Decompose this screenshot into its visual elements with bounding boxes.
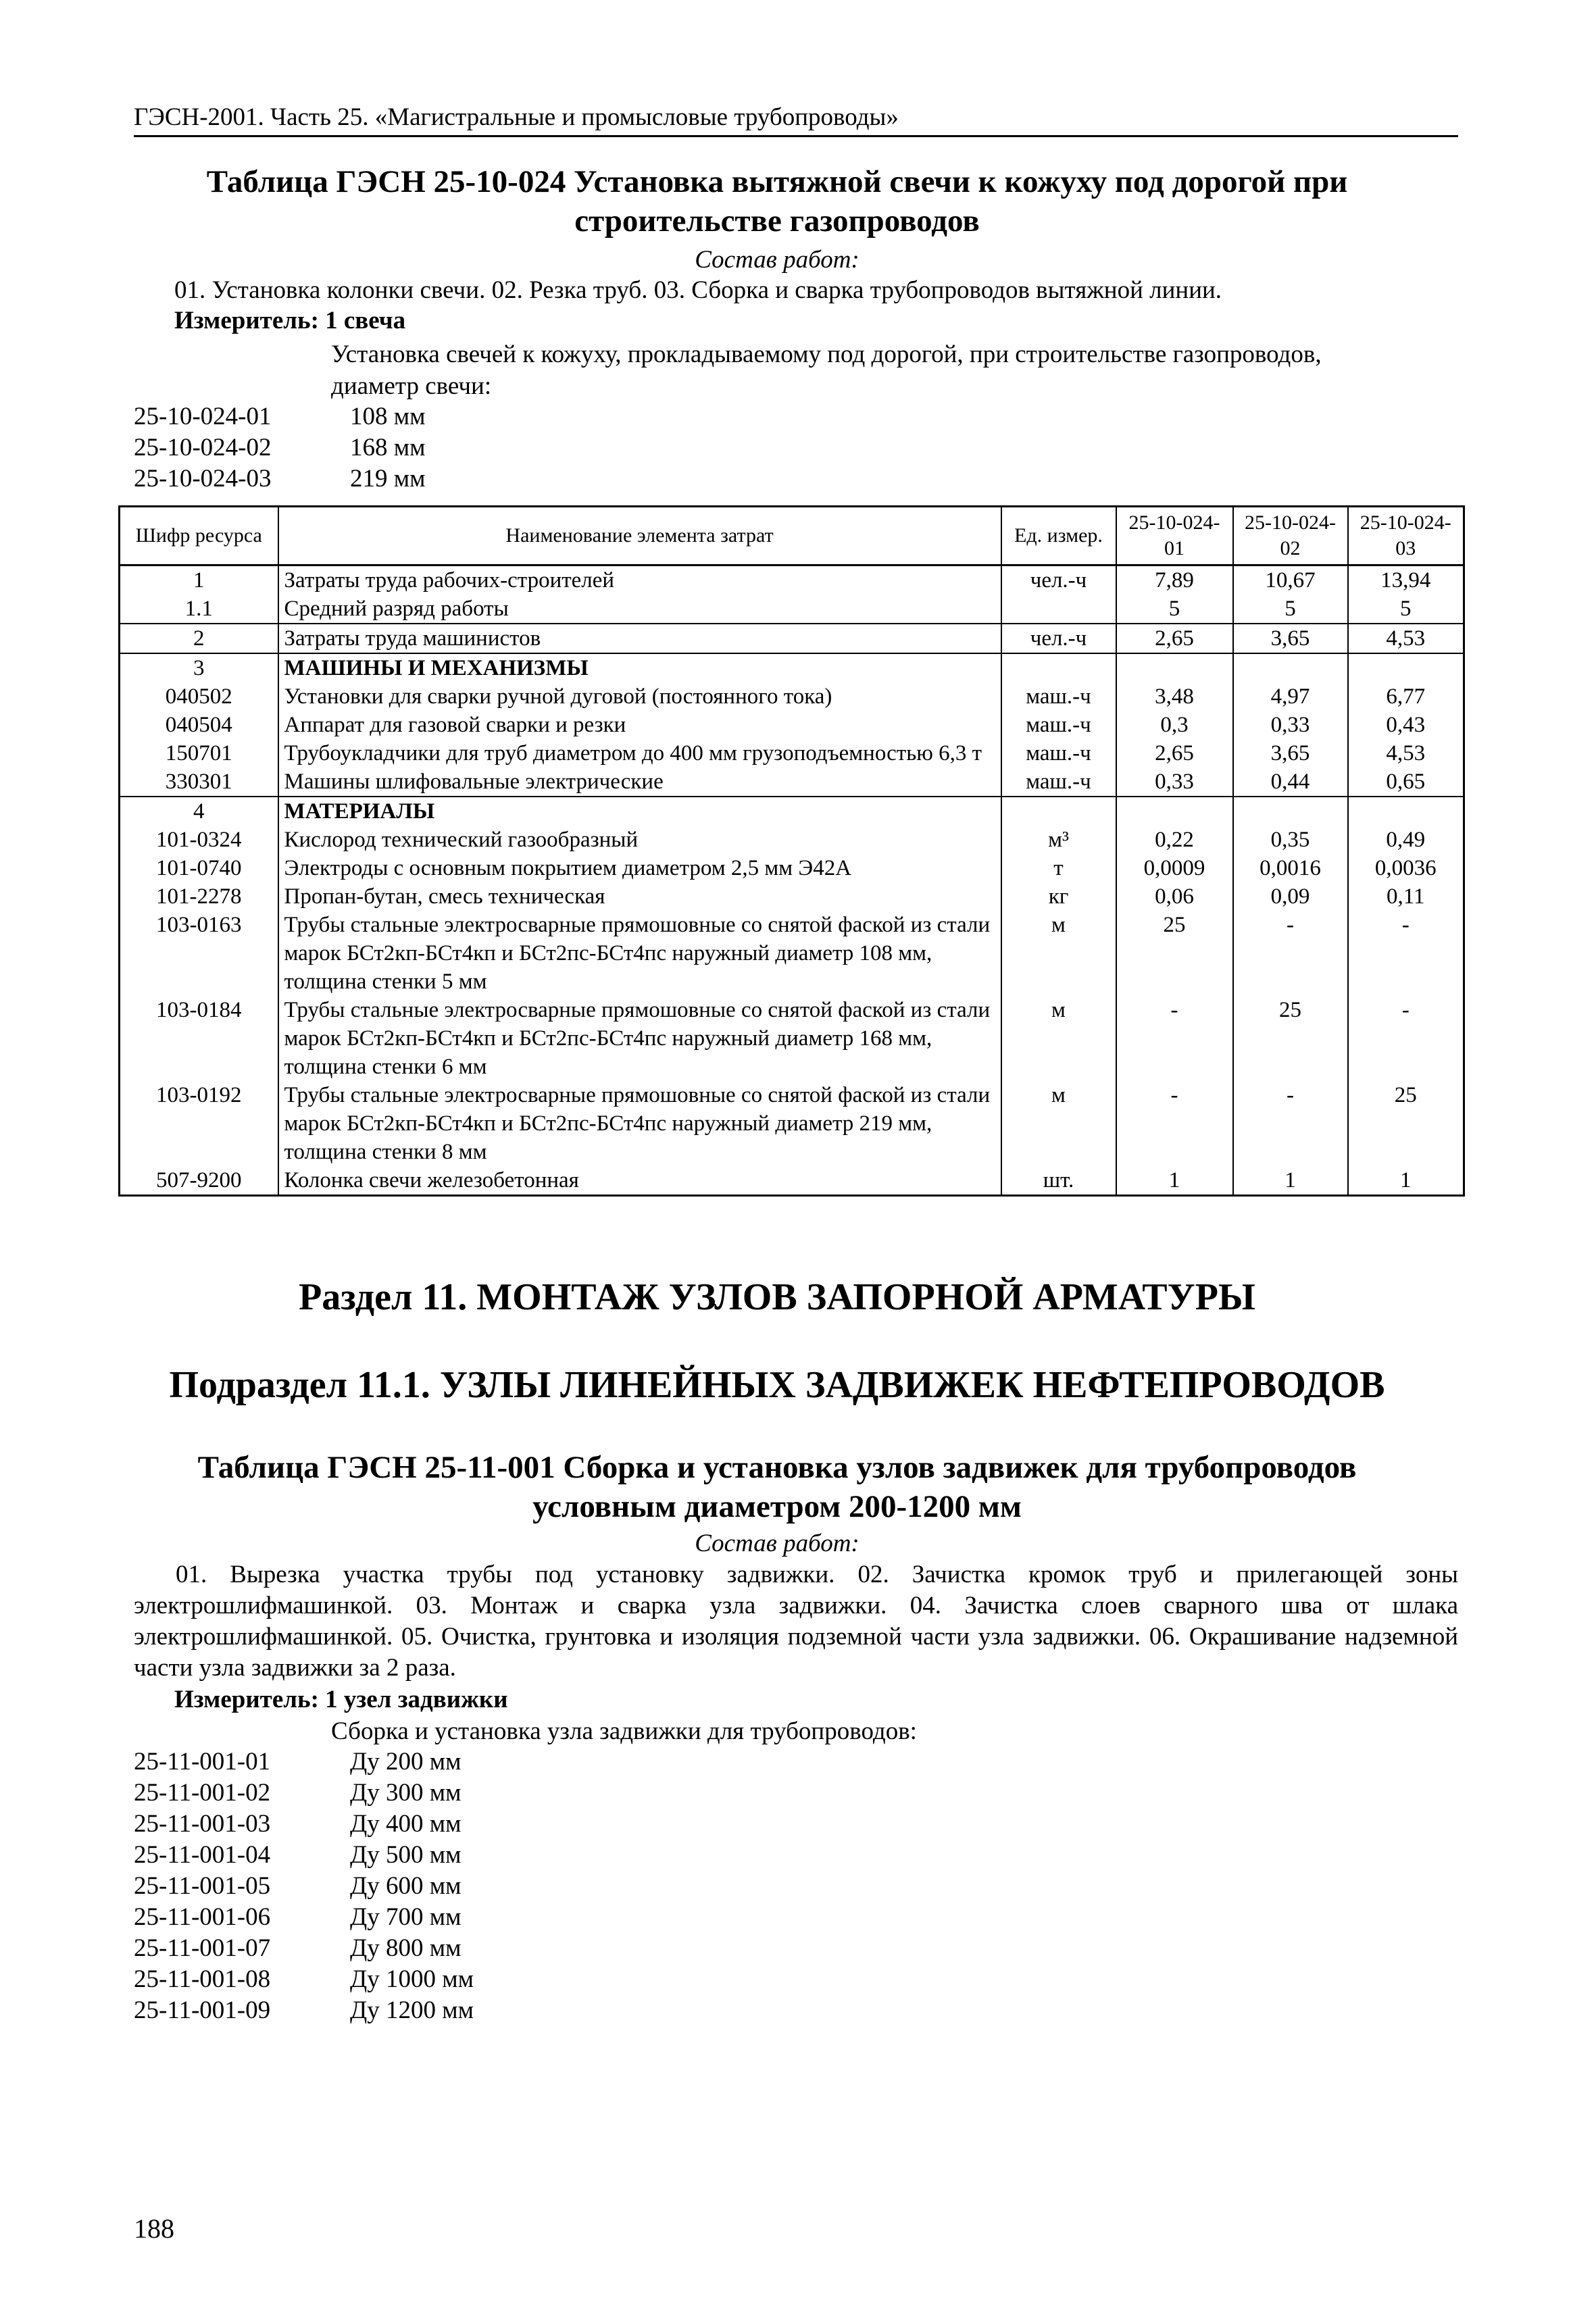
cell-name: Средний разряд работы: [278, 595, 1001, 624]
composition-label-2: Состав работ:: [695, 1530, 859, 1557]
cell-unit: маш.-ч: [1001, 711, 1116, 739]
item-name: 168 мм: [350, 434, 426, 461]
cell-024-03: 6,77: [1348, 682, 1464, 711]
running-header: ГЭСН-2001. Часть 25. «Магистральные и промысловые трубопроводы»: [134, 101, 1458, 137]
table-row: [120, 682, 1464, 711]
code-list-item: [134, 463, 426, 495]
cell-024-01: 0,06: [1116, 882, 1233, 911]
item-name: Ду 300 мм: [350, 1779, 462, 1807]
cell-024-01: [1116, 653, 1233, 682]
column-header-cipher: Шифр ресурса: [120, 507, 278, 565]
cell-unit: [1001, 595, 1116, 624]
cell-024-01: 7,89: [1116, 565, 1233, 595]
cell-name: Трубы стальные электросварные прямошовные со снятой фаской из стали марок БСт2кп-БСт4кп и БСт2пс-БСт4пс наружный диаметр 168 мм, толщина стенки 6 мм: [278, 996, 1001, 1081]
cell-024-03: 4,53: [1348, 624, 1464, 653]
cell-024-02: 0,33: [1233, 711, 1348, 739]
cell-024-02: 25: [1233, 996, 1348, 1081]
page-number: 188: [134, 2213, 174, 2244]
table-row: [120, 996, 1464, 1081]
code-list: [134, 401, 426, 495]
cell-024-02: 5: [1233, 595, 1348, 624]
code-list-item: [134, 401, 426, 432]
cell-024-03: -: [1348, 911, 1464, 996]
table-row: [120, 565, 1464, 595]
cell-unit: маш.-ч: [1001, 768, 1116, 797]
table-row: [120, 739, 1464, 768]
cell-024-03: 0,49: [1348, 826, 1464, 854]
code-list-item: [134, 1964, 474, 1995]
cell-024-02: -: [1233, 911, 1348, 996]
item-name: Ду 600 мм: [350, 1872, 462, 1900]
table-header-row: [120, 507, 1464, 565]
cell-024-02: 0,0016: [1233, 854, 1348, 882]
cell-024-03: 0,43: [1348, 711, 1464, 739]
item-code: 25-11-001-06: [134, 1903, 271, 1931]
cell-cipher: 101-2278: [120, 882, 278, 911]
cell-024-02: [1233, 797, 1348, 826]
item-code: 25-11-001-01: [134, 1748, 271, 1776]
cell-024-01: 25: [1116, 911, 1233, 996]
cell-024-01: 0,33: [1116, 768, 1233, 797]
item-code: 25-10-024-03: [134, 465, 272, 493]
cell-024-03: 0,0036: [1348, 854, 1464, 882]
item-code: 25-11-001-02: [134, 1779, 271, 1807]
cell-024-01: 1: [1116, 1166, 1233, 1196]
section-title: Раздел 11. МОНТАЖ УЗЛОВ ЗАПОРНОЙ АРМАТУРЫ: [299, 1276, 1255, 1318]
table-row: [120, 595, 1464, 624]
column-header-name: Наименование элемента затрат: [278, 507, 1001, 565]
cell-cipher: 507-9200: [120, 1166, 278, 1196]
cell-name: Затраты труда машинистов: [278, 624, 1001, 653]
cell-024-02: 3,65: [1233, 624, 1348, 653]
cell-024-01: [1116, 797, 1233, 826]
meter-label-2: Измеритель: 1 узел задвижки: [174, 1686, 508, 1713]
item-code: 25-11-001-04: [134, 1841, 271, 1869]
code-list-item: [134, 432, 426, 463]
cell-name: Трубы стальные электросварные прямошовные со снятой фаской из стали марок БСт2кп-БСт4кп и БСт2пс-БСт4пс наружный диаметр 108 мм, толщина стенки 5 мм: [278, 911, 1001, 996]
column-header-024-03: 25-10-024-03: [1348, 507, 1464, 565]
cell-024-03: [1348, 797, 1464, 826]
composition-text: 01. Установка колонки свечи. 02. Резка труб. 03. Сборка и сварка трубопроводов вытяжной линии.: [174, 276, 1222, 304]
cell-name: Пропан-бутан, смесь техническая: [278, 882, 1001, 911]
cell-unit: [1001, 653, 1116, 682]
cell-unit: маш.-ч: [1001, 682, 1116, 711]
cell-name: Электроды с основным покрытием диаметром 2,5 мм Э42А: [278, 854, 1001, 882]
cell-cipher: 150701: [120, 739, 278, 768]
table-title-line-1: Таблица ГЭСН 25-10-024 Установка вытяжной свечи к кожуху под дорогой при: [206, 164, 1348, 199]
cell-unit: [1001, 797, 1116, 826]
table-row: [120, 1081, 1464, 1166]
cell-cipher: 3: [120, 653, 278, 682]
table-row: [120, 711, 1464, 739]
table-row: [120, 624, 1464, 653]
cell-024-01: 3,48: [1116, 682, 1233, 711]
item-name: Ду 1200 мм: [350, 1996, 474, 2024]
cell-unit: м: [1001, 1081, 1116, 1166]
description-2: Сборка и установка узла задвижки для трубопроводов:: [331, 1717, 917, 1745]
item-code: 25-10-024-02: [134, 434, 272, 461]
cell-name: Трубоукладчики для труб диаметром до 400 мм грузоподъемностью 6,3 т: [278, 739, 1001, 768]
column-header-unit: Ед. измер.: [1001, 507, 1116, 565]
item-code: 25-11-001-08: [134, 1965, 271, 1993]
item-code: 25-11-001-07: [134, 1934, 271, 1962]
cell-024-03: [1348, 653, 1464, 682]
cell-024-03: 25: [1348, 1081, 1464, 1166]
cell-024-03: 0,65: [1348, 768, 1464, 797]
item-name: Ду 700 мм: [350, 1903, 462, 1931]
cell-cipher: 040504: [120, 711, 278, 739]
item-code: 25-10-024-01: [134, 403, 272, 430]
cell-name: Установки для сварки ручной дуговой (постоянного тока): [278, 682, 1001, 711]
cell-cipher: 103-0163: [120, 911, 278, 996]
code-list-item: [134, 1902, 474, 1933]
table-row: [120, 882, 1464, 911]
table-title-line-2: строительстве газопроводов: [574, 203, 980, 238]
cell-cipher: 101-0740: [120, 854, 278, 882]
cell-name: Аппарат для газовой сварки и резки: [278, 711, 1001, 739]
cell-024-02: 1: [1233, 1166, 1348, 1196]
code-list-item: [134, 1933, 474, 1964]
table-row: [120, 854, 1464, 882]
description-line-1: Установка свечей к кожуху, прокладываемому под дорогой, при строительстве газопроводов,: [331, 341, 1322, 368]
table-row: [120, 797, 1464, 826]
cell-024-01: 0,0009: [1116, 854, 1233, 882]
cell-cipher: 103-0184: [120, 996, 278, 1081]
code-list-item: [134, 1746, 474, 1778]
cell-024-02: 0,09: [1233, 882, 1348, 911]
cell-unit: м³: [1001, 826, 1116, 854]
cell-name: Колонка свечи железобетонная: [278, 1166, 1001, 1196]
cell-024-03: -: [1348, 996, 1464, 1081]
table-row: [120, 911, 1464, 996]
cell-024-02: 0,44: [1233, 768, 1348, 797]
meter-label: Измеритель: 1 свеча: [174, 307, 406, 334]
cell-024-02: 10,67: [1233, 565, 1348, 595]
cell-unit: чел.-ч: [1001, 624, 1116, 653]
code-list-item: [134, 1871, 474, 1902]
cell-cipher: 330301: [120, 768, 278, 797]
cell-024-01: 0,22: [1116, 826, 1233, 854]
cell-cipher: 4: [120, 797, 278, 826]
cell-024-02: 0,35: [1233, 826, 1348, 854]
cell-cipher: 1: [120, 565, 278, 595]
table-row: [120, 653, 1464, 682]
cell-name: МАШИНЫ И МЕХАНИЗМЫ: [278, 653, 1001, 682]
table2-title-line-2: условным диаметром 200-1200 мм: [532, 1489, 1022, 1524]
item-name: Ду 1000 мм: [350, 1965, 474, 1993]
cell-unit: чел.-ч: [1001, 565, 1116, 595]
cell-024-02: 3,65: [1233, 739, 1348, 768]
code-list-item: [134, 1809, 474, 1840]
cell-024-03: 1: [1348, 1166, 1464, 1196]
cell-unit: м: [1001, 996, 1116, 1081]
cell-024-03: 4,53: [1348, 739, 1464, 768]
item-name: 219 мм: [350, 465, 426, 493]
item-name: Ду 500 мм: [350, 1841, 462, 1869]
cell-024-02: 4,97: [1233, 682, 1348, 711]
cell-unit: м: [1001, 911, 1116, 996]
cell-cipher: 103-0192: [120, 1081, 278, 1166]
cell-name: Трубы стальные электросварные прямошовные со снятой фаской из стали марок БСт2кп-БСт4кп и БСт2пс-БСт4пс наружный диаметр 219 мм, толщина стенки 8 мм: [278, 1081, 1001, 1166]
code-list-item: [134, 1840, 474, 1871]
cell-024-03: 0,11: [1348, 882, 1464, 911]
item-name: Ду 400 мм: [350, 1810, 462, 1838]
item-name: 108 мм: [350, 403, 426, 430]
item-name: Ду 800 мм: [350, 1934, 462, 1962]
table-row: [120, 768, 1464, 797]
cell-024-01: 0,3: [1116, 711, 1233, 739]
code-list-item: [134, 1995, 474, 2026]
cell-024-01: 2,65: [1116, 739, 1233, 768]
item-code: 25-11-001-09: [134, 1996, 271, 2024]
description-line-2: диаметр свечи:: [331, 372, 492, 400]
cell-cipher: 101-0324: [120, 826, 278, 854]
cell-cipher: 040502: [120, 682, 278, 711]
cell-cipher: 2: [120, 624, 278, 653]
cell-name: МАТЕРИАЛЫ: [278, 797, 1001, 826]
cell-name: Машины шлифовальные электрические: [278, 768, 1001, 797]
table2-title-line-1: Таблица ГЭСН 25-11-001 Сборка и установка узлов задвижек для трубопроводов: [197, 1450, 1357, 1485]
composition-label: Состав работ:: [695, 246, 859, 274]
cell-unit: шт.: [1001, 1166, 1116, 1196]
column-header-024-01: 25-10-024-01: [1116, 507, 1233, 565]
item-code: 25-11-001-03: [134, 1810, 271, 1838]
item-code: 25-11-001-05: [134, 1872, 271, 1900]
cell-unit: кг: [1001, 882, 1116, 911]
cell-024-03: 13,94: [1348, 565, 1464, 595]
cell-unit: маш.-ч: [1001, 739, 1116, 768]
composition-text-2: 01. Вырезка участка трубы под установку задвижки. 02. Зачистка кромок труб и прилегающей зоны электрошлифмашинкой. 03. Монтаж и сварка узла задвижки. 04. Зачистка слоев сварного шва от шлака электрошлифмашинкой. 05. Очистка, грунтовка и изоляция подземной части узла задвижки. 06. Окрашивание надземной части узла задвижки за 2 раза.: [134, 1561, 1458, 1682]
cell-024-02: [1233, 653, 1348, 682]
code-list-item: [134, 1778, 474, 1809]
column-header-024-02: 25-10-024-02: [1233, 507, 1348, 565]
cell-024-03: 5: [1348, 595, 1464, 624]
cell-name: Затраты труда рабочих-строителей: [278, 565, 1001, 595]
cell-024-01: -: [1116, 996, 1233, 1081]
cell-024-01: 5: [1116, 595, 1233, 624]
table-row: [120, 826, 1464, 854]
subsection-title: Подраздел 11.1. УЗЛЫ ЛИНЕЙНЫХ ЗАДВИЖЕК НЕФТЕПРОВОДОВ: [169, 1364, 1385, 1406]
cell-024-01: 2,65: [1116, 624, 1233, 653]
cell-cipher: 1.1: [120, 595, 278, 624]
resource-table: [118, 505, 1465, 1197]
cell-024-01: -: [1116, 1081, 1233, 1166]
item-name: Ду 200 мм: [350, 1748, 462, 1776]
code-list-2: [134, 1746, 474, 2026]
cell-unit: т: [1001, 854, 1116, 882]
cell-024-02: -: [1233, 1081, 1348, 1166]
cell-name: Кислород технический газообразный: [278, 826, 1001, 854]
table-row: [120, 1166, 1464, 1196]
